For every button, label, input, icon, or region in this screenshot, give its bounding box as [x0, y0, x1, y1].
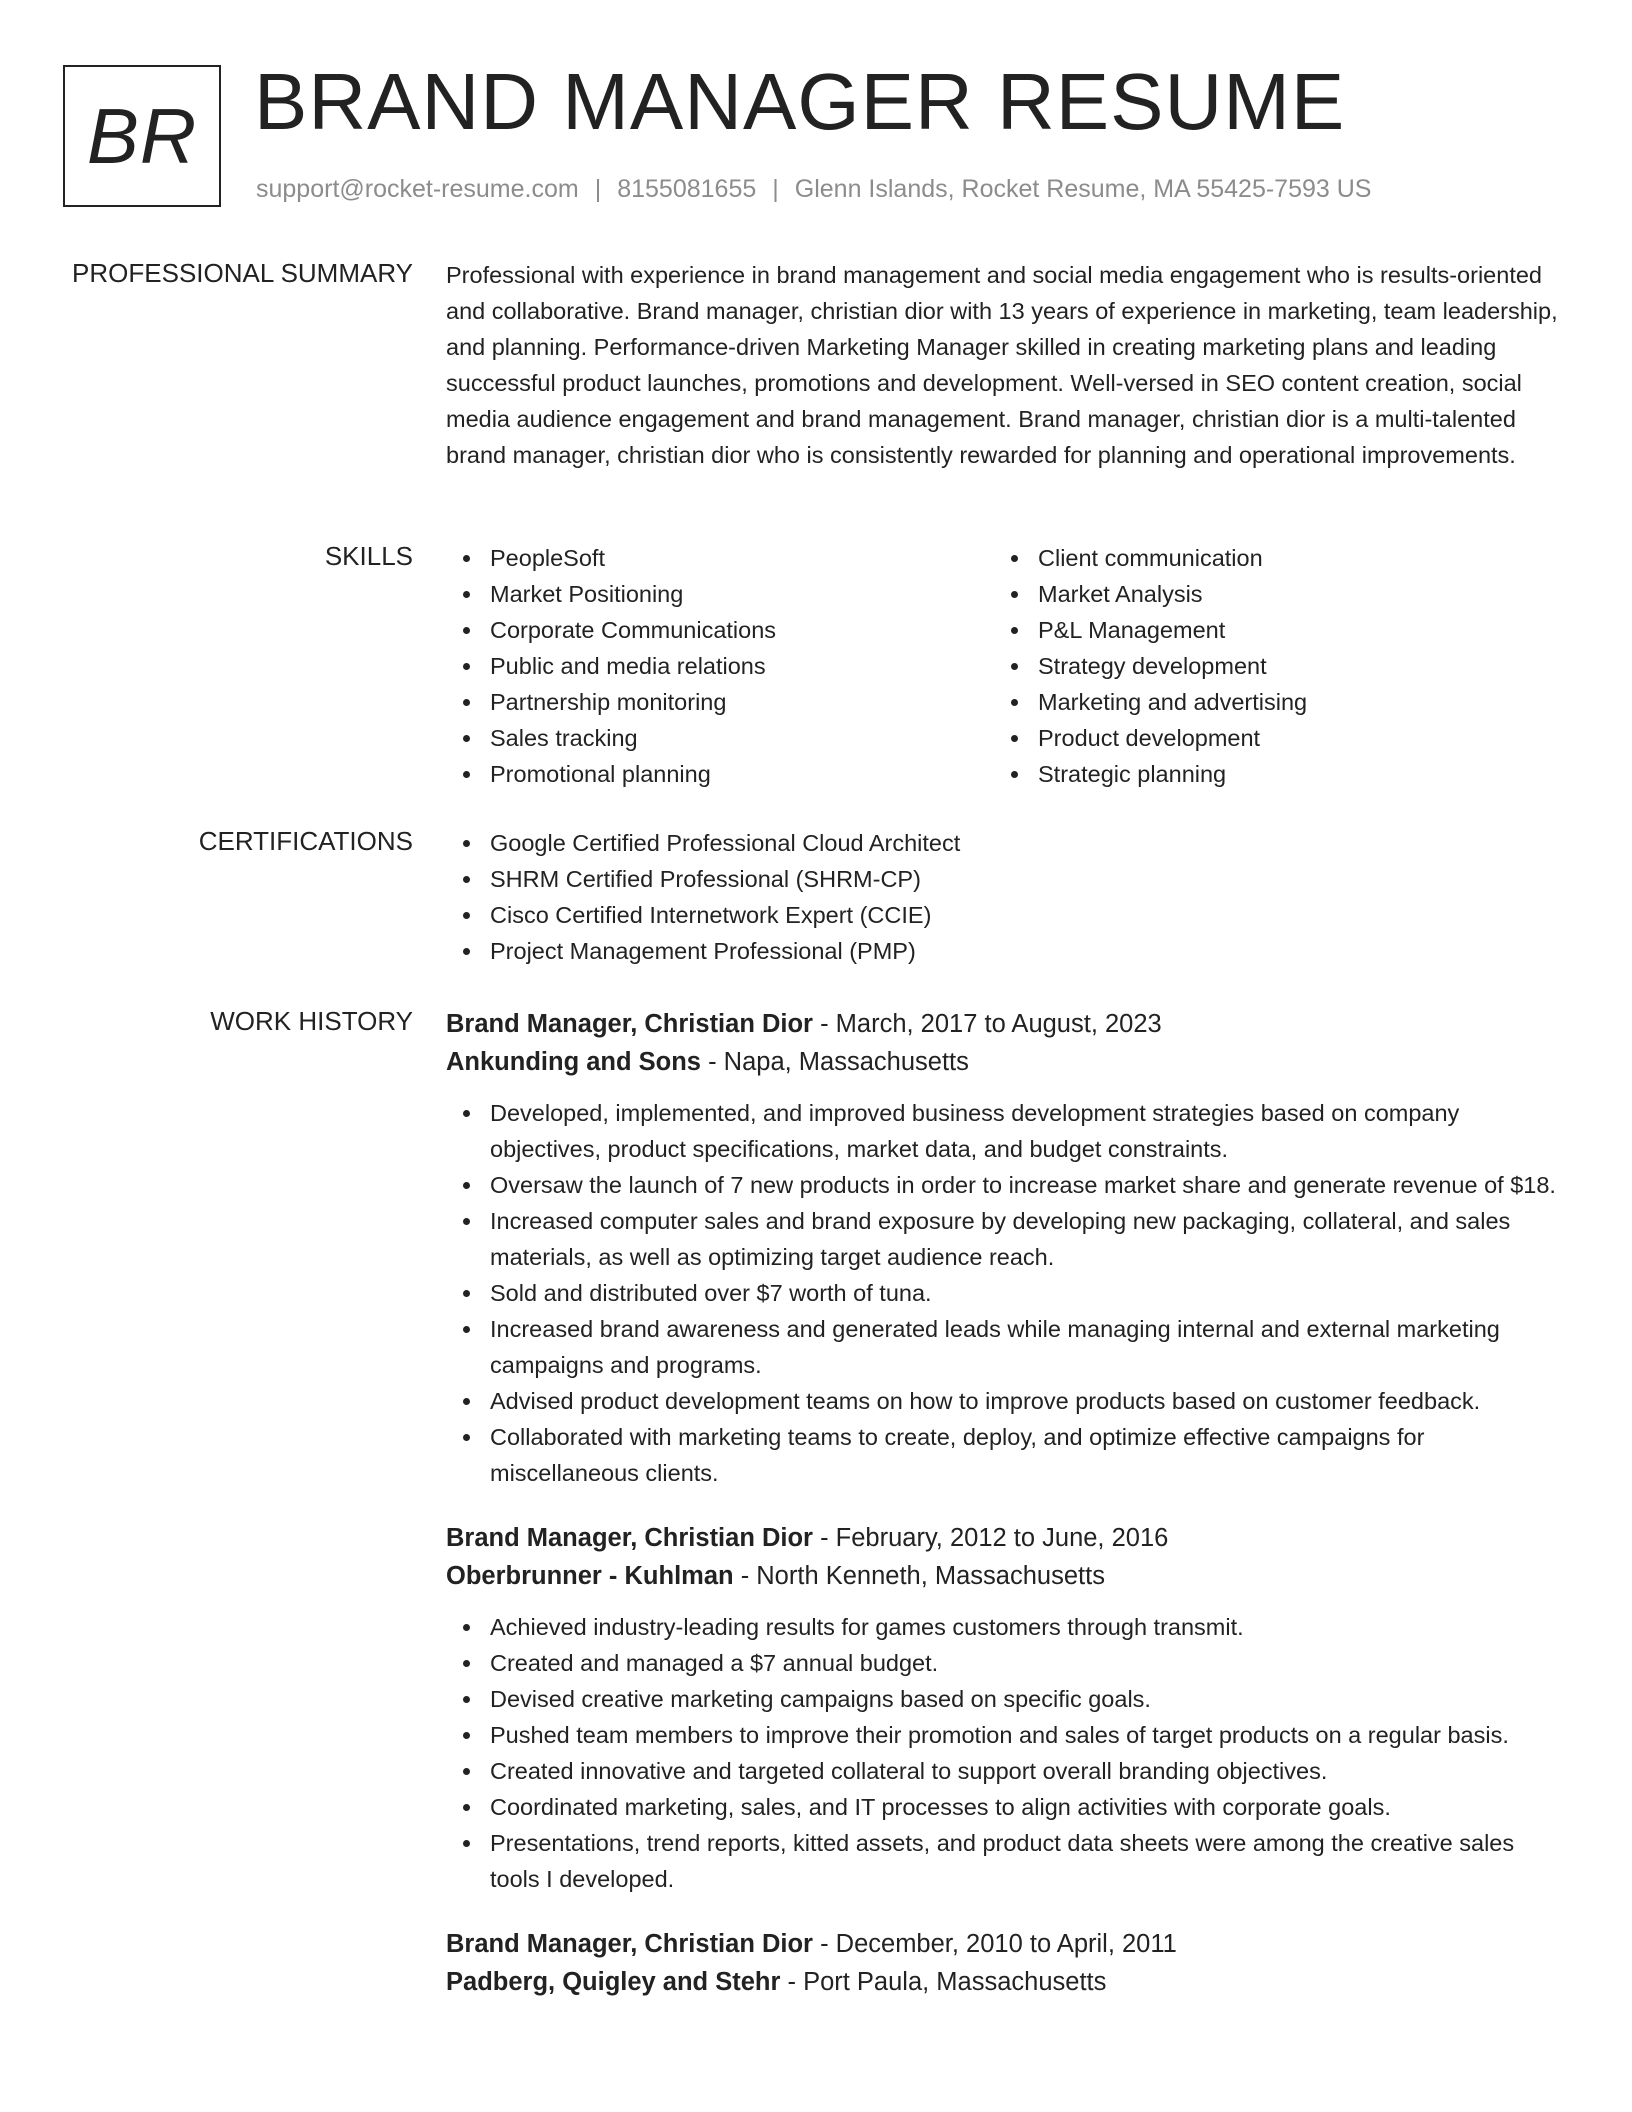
contact-address: Glenn Islands, Rocket Resume, MA 55425-7593 US — [794, 175, 1372, 203]
summary-body — [446, 257, 1558, 473]
contact-phone[interactable]: 8155081655 — [617, 175, 757, 203]
job-company: Ankunding and Sons — [446, 1048, 701, 1076]
job-title: Brand Manager, Christian Dior — [446, 1010, 813, 1038]
job-bullet: Developed, implemented, and improved business development strategies based on company objectives, product specifications, market data, and budget constraints. — [446, 1095, 1558, 1167]
contact-separator: | — [772, 175, 779, 203]
work-history-label: WORK HISTORY — [210, 1006, 413, 1036]
skill-item: Strategy development — [994, 648, 1542, 684]
job-bullets — [446, 1609, 1558, 1897]
skill-item: Strategic planning — [994, 756, 1542, 792]
job-title-line — [446, 1519, 1558, 1557]
skill-item: Public and media relations — [446, 648, 994, 684]
job-title-line — [446, 1005, 1558, 1043]
skills-right-list — [994, 540, 1542, 792]
job-bullet: Pushed team members to improve their promotion and sales of target products on a regular basis. — [446, 1717, 1558, 1753]
job-dates: - March, 2017 to August, 2023 — [813, 1010, 1162, 1038]
skills-body — [446, 540, 1558, 792]
skill-item: PeopleSoft — [446, 540, 994, 576]
job-bullet: Presentations, trend reports, kitted assets, and product data sheets were among the creative sales tools I developed. — [446, 1825, 1558, 1897]
job-title: Brand Manager, Christian Dior — [446, 1524, 813, 1552]
certification-item: Project Management Professional (PMP) — [446, 933, 1558, 969]
job-bullet: Coordinated marketing, sales, and IT processes to align activities with corporate goals. — [446, 1789, 1558, 1825]
skill-item: Sales tracking — [446, 720, 994, 756]
certification-item: SHRM Certified Professional (SHRM-CP) — [446, 861, 1558, 897]
work-history-body — [446, 1005, 1558, 2029]
page-title: BRAND MANAGER RESUME — [254, 57, 1346, 146]
job-company: Padberg, Quigley and Stehr — [446, 1968, 781, 1996]
skill-item: Market Positioning — [446, 576, 994, 612]
job-bullet: Created and managed a $7 annual budget. — [446, 1645, 1558, 1681]
job-company-line — [446, 1043, 1558, 1081]
skills-left-list — [446, 540, 994, 792]
contact-line — [256, 175, 1371, 204]
monogram-logo: BR — [63, 65, 221, 207]
skill-item: Market Analysis — [994, 576, 1542, 612]
job-bullet: Increased computer sales and brand exposure by developing new packaging, collateral, and sales materials, as well as optimizing target audience reach. — [446, 1203, 1558, 1275]
job-dates: - February, 2012 to June, 2016 — [813, 1524, 1169, 1552]
job-company-line — [446, 1963, 1558, 2001]
contact-email[interactable]: support@rocket-resume.com — [256, 175, 579, 203]
skill-item: Partnership monitoring — [446, 684, 994, 720]
skill-item: Client communication — [994, 540, 1542, 576]
summary-label: PROFESSIONAL SUMMARY — [72, 258, 413, 288]
skill-item: P&L Management — [994, 612, 1542, 648]
skill-item: Product development — [994, 720, 1542, 756]
summary-text: Professional with experience in brand management and social media engagement who is results-oriented and collaborative. Brand manager, christian dior with 13 years of experience in marketing, team leadership, and planning. Performance-driven Marketing Manager skilled in creating marketing plans and leading successful product launches, promotions and development. Well-versed in SEO content creation, social media audience engagement and brand management. Brand manager, christian dior is a multi-talented brand manager, christian dior who is consistently rewarded for planning and operational improvements. — [446, 262, 1558, 468]
certification-item: Google Certified Professional Cloud Architect — [446, 825, 1558, 861]
certifications-body — [446, 825, 1558, 969]
skills-label: SKILLS — [324, 541, 413, 571]
certifications-list — [446, 825, 1558, 969]
job-entry — [446, 1519, 1558, 1897]
job-bullet: Devised creative marketing campaigns based on specific goals. — [446, 1681, 1558, 1717]
contact-separator: | — [594, 175, 602, 203]
skills-grid — [446, 540, 1558, 792]
job-company-line — [446, 1557, 1558, 1595]
job-bullets — [446, 1095, 1558, 1491]
skill-item: Promotional planning — [446, 756, 994, 792]
job-entry — [446, 1925, 1558, 2001]
job-title-line — [446, 1925, 1558, 1963]
certifications-label: CERTIFICATIONS — [198, 826, 413, 856]
job-bullet: Increased brand awareness and generated leads while managing internal and external marketing campaigns and programs. — [446, 1311, 1558, 1383]
job-location: - Port Paula, Massachusetts — [780, 1968, 1107, 1996]
job-bullet: Sold and distributed over $7 worth of tuna. — [446, 1275, 1558, 1311]
job-bullet: Oversaw the launch of 7 new products in order to increase market share and generate revenue of $18. — [446, 1167, 1558, 1203]
job-bullet: Achieved industry-leading results for games customers through transmit. — [446, 1609, 1558, 1645]
certification-item: Cisco Certified Internetwork Expert (CCIE) — [446, 897, 1558, 933]
skill-item: Marketing and advertising — [994, 684, 1542, 720]
job-location: - North Kenneth, Massachusetts — [733, 1562, 1105, 1590]
job-company: Oberbrunner - Kuhlman — [446, 1562, 734, 1590]
job-bullet: Collaborated with marketing teams to create, deploy, and optimize effective campaigns for miscellaneous clients. — [446, 1419, 1558, 1491]
job-location: - Napa, Massachusetts — [701, 1048, 969, 1076]
job-entry — [446, 1005, 1558, 1491]
skill-item: Corporate Communications — [446, 612, 994, 648]
job-bullet: Created innovative and targeted collateral to support overall branding objectives. — [446, 1753, 1558, 1789]
job-bullet: Advised product development teams on how to improve products based on customer feedback. — [446, 1383, 1558, 1419]
job-title: Brand Manager, Christian Dior — [446, 1930, 813, 1958]
job-dates: - December, 2010 to April, 2011 — [813, 1930, 1177, 1958]
